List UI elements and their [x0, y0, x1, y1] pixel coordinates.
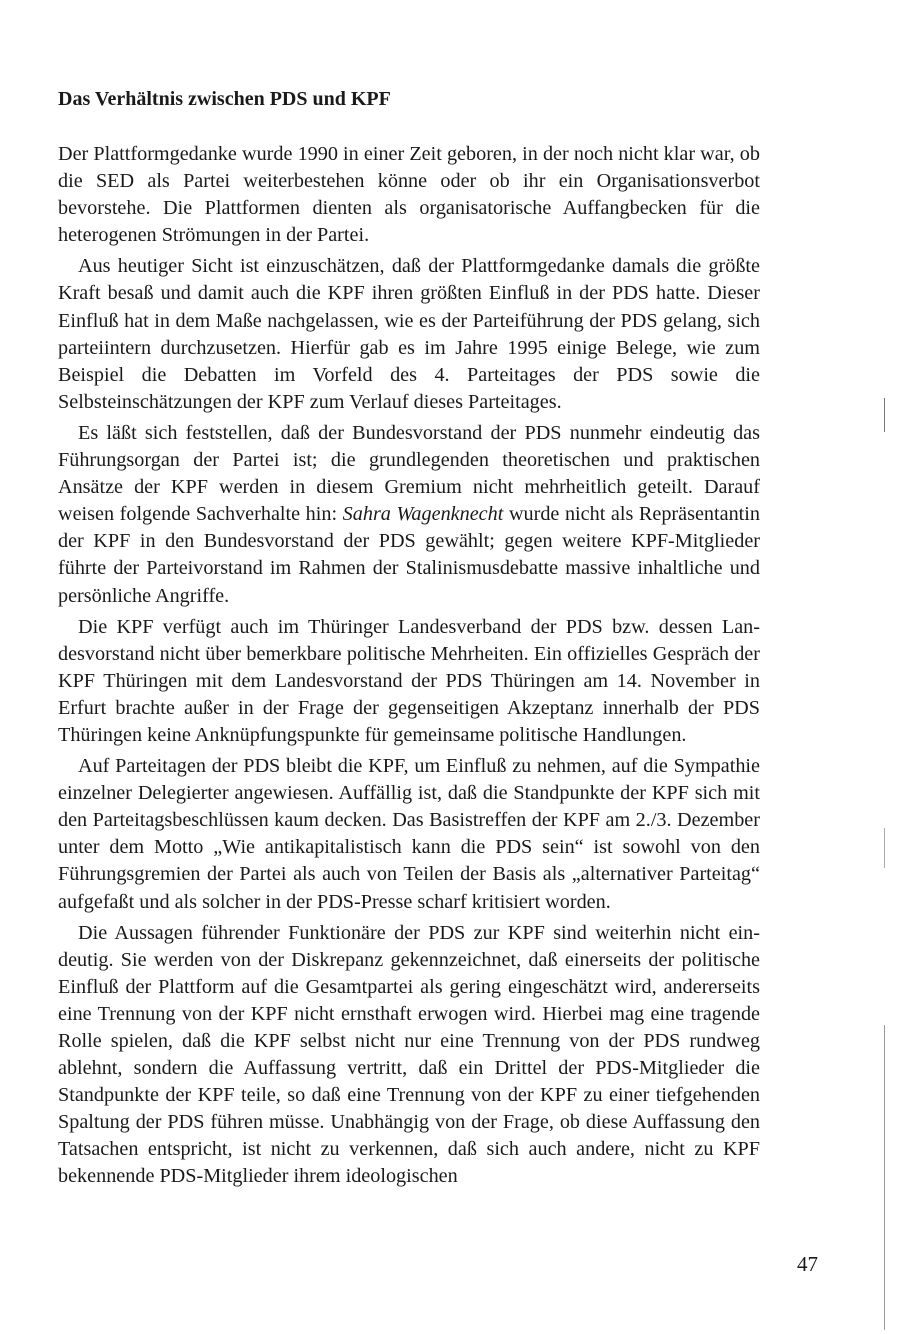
- scan-artifact: [884, 1025, 885, 1330]
- paragraph: Die Aussagen führender Funktionäre der PDS zur KPF sind weiterhin nicht eindeutig. Sie werden von der Diskrepanz gekennzeichnet, daß einerseits der politische Einfluß der Plattform auf die Gesamtpartei als gering eingeschätzt wird, andererseits eine Trennung von der KPF nicht ernsthaft erwogen wird. Hierbei mag eine tragende Rolle spielen, daß die KPF selbst nicht nur eine Trennung von der PDS rundweg ablehnt, sondern die Auffassung vertritt, daß ein Drittel der PDS-Mitglieder die Standpunkte der KPF teile, so daß eine Trennung von der KPF zu einer tiefgehenden Spaltung der PDS führen müsse. Unabhängig von der Frage, ob diese Auffassung den Tatsachen entspricht, ist nicht zu verkennen, daß sich auch andere, nicht zu KPF bekennende PDS-Mitglieder ihrem ideologischen: [58, 921, 760, 1188]
- paragraph: Die KPF verfügt auch im Thüringer Landesverband der PDS bzw. dessen Landesvorstand nicht über bemerkbare politische Mehrheiten. Ein offizielles Gespräch der KPF Thüringen mit dem Landesvorstand der PDS Thüringen am 14. November in Erfurt brachte außer in der Frage der gegenseitigen Akzeptanz innerhalb der PDS Thüringen keine Anknüpfungspunkte für gemeinsame politische Handlungen.: [58, 615, 760, 746]
- paragraph-text: Es läßt sich feststellen, daß der Bundesvorstand der PDS nunmehr eindeutig das Führungsorgan der Partei ist; die grundlegenden theoretischen und praktischen Ansätze der KPF werden in diesem Gremium nicht mehrheitlich geteilt. Darauf weisen folgende Sachverhalte hin:: [58, 421, 760, 526]
- page-number: 47: [797, 1252, 818, 1276]
- scan-artifact: [884, 398, 885, 432]
- body-text: [58, 141, 760, 1195]
- section-heading: Das Verhältnis zwischen PDS und KPF: [58, 88, 391, 110]
- paragraph: Der Plattformgedanke wurde 1990 in einer Zeit geboren, in der noch nicht klar war, ob die SED als Partei weiterbestehen könne oder ob ihr ein Organisationsverbot bevorstehe. Die Plattformen dienten als organisatorische Auffangbecken für die heterogenen Strömungen in der Partei.: [58, 143, 760, 247]
- paragraph: Auf Parteitagen der PDS bleibt die KPF, um Einfluß zu nehmen, auf die Sympathie einzelner Delegierter angewiesen. Auffällig ist, daß die Standpunkte der KPF sich mit den Parteitagsbeschlüssen kaum decken. Das Basistreffen der KPF am 2./3. Dezember unter dem Motto „Wie antikapitalistisch kann die PDS sein“ ist sowohl von den Führungsgremien der Partei als auch von Teilen der Basis als „alternativer Parteitag“ aufgefaßt und als solcher in der PDS-Presse scharf kritisiert worden.: [58, 755, 760, 913]
- paragraph: [58, 420, 760, 610]
- paragraph-text: wurde nicht als Repräsentantin der KPF in den Bundesvorstand der PDS gewählt; gegen weitere KPF-Mitglieder führte der Parteivorstand im Rahmen der Stalinismusdebatte massive inhaltliche und persönliche Angriffe.: [58, 503, 760, 607]
- scan-artifact: [884, 828, 885, 868]
- paragraph: Aus heutiger Sicht ist einzuschätzen, daß der Plattformgedanke damals die größte Kraft besaß und damit auch die KPF ihren größten Einfluß in der PDS hatte. Dieser Einfluß hat in dem Maße nachgelassen, wie es der Parteiführung der PDS gelang, sich parteiintern durchzusetzen. Hierfür gab es im Jahre 1995 einige Belege, wie zum Beispiel die Debatten im Vorfeld des 4. Parteitages der PDS sowie die Selbsteinschätzungen der KPF zum Verlauf dieses Parteitages.: [58, 255, 760, 413]
- person-name: Sahra Wagenknecht: [342, 503, 504, 526]
